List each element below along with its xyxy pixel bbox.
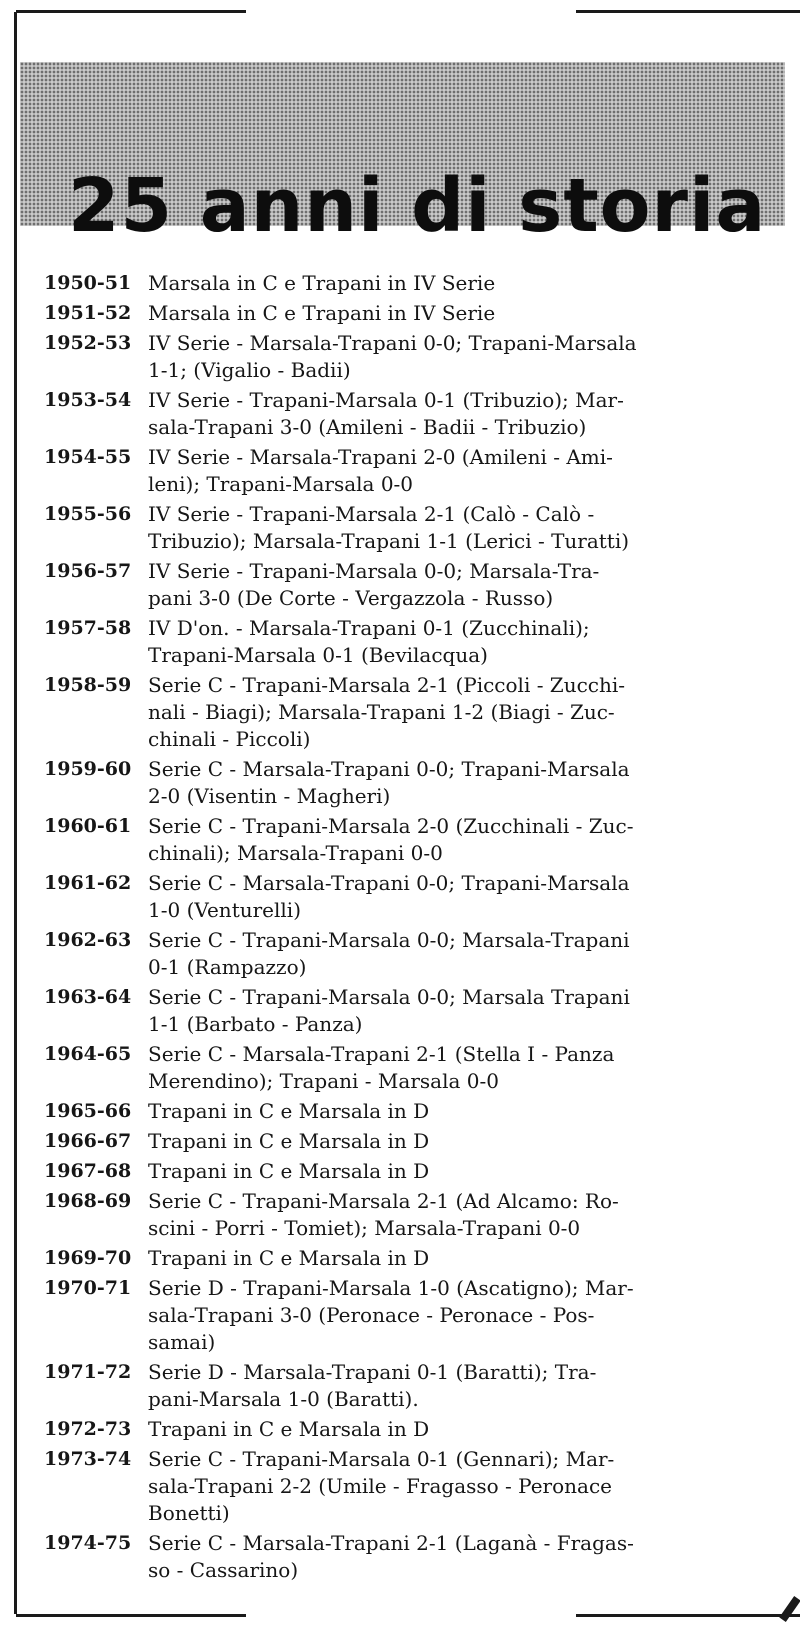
season-result <box>148 1359 768 1413</box>
season-entry <box>36 558 784 612</box>
season-entry <box>36 984 784 1038</box>
season-entry <box>36 672 784 753</box>
season-year: 1952-53 <box>44 332 132 354</box>
season-result-line: chinali); Marsala-Trapani 0-0 <box>148 841 443 865</box>
season-result <box>148 501 768 555</box>
season-year: 1961-62 <box>44 872 132 894</box>
season-result <box>148 1530 768 1584</box>
season-result-line: IV D'on. - Marsala-Trapani 0-1 (Zucchinali); <box>148 616 590 640</box>
season-result-line: Serie C - Trapani-Marsala 0-1 (Gennari); Mar- <box>148 1447 615 1471</box>
season-result-line: Serie D - Marsala-Trapani 0-1 (Baratti); Tra- <box>148 1360 597 1384</box>
season-result <box>148 300 768 327</box>
top-rule-left <box>16 10 246 13</box>
season-result-line: Trapani-Marsala 0-1 (Bevilacqua) <box>148 643 488 667</box>
season-year: 1960-61 <box>44 815 132 837</box>
season-result-line: pani-Marsala 1-0 (Baratti). <box>148 1387 419 1411</box>
season-year: 1962-63 <box>44 929 132 951</box>
season-list <box>36 270 784 1587</box>
season-result <box>148 387 768 441</box>
corner-ink-mark <box>779 1596 800 1622</box>
season-result-line: so - Cassarino) <box>148 1558 299 1582</box>
season-entry <box>36 501 784 555</box>
season-year: 1968-69 <box>44 1190 132 1212</box>
season-result <box>148 1188 768 1242</box>
season-entry <box>36 1359 784 1413</box>
season-year: 1956-57 <box>44 560 132 582</box>
season-result-line: Serie C - Trapani-Marsala 2-1 (Ad Alcamo: Ro- <box>148 1189 619 1213</box>
season-result-line: IV Serie - Marsala-Trapani 2-0 (Amileni - Ami- <box>148 445 613 469</box>
season-result-line: Trapani in C e Marsala in D <box>148 1417 430 1441</box>
season-year: 1969-70 <box>44 1247 132 1269</box>
season-result-line: Serie C - Marsala-Trapani 0-0; Trapani-Marsala <box>148 871 630 895</box>
season-result-line: nali - Biagi); Marsala-Trapani 1-2 (Biagi - Zuc- <box>148 700 615 724</box>
season-entry <box>36 870 784 924</box>
season-result-line: Marsala in C e Trapani in IV Serie <box>148 301 496 325</box>
season-result-line: Serie C - Marsala-Trapani 2-1 (Laganà - Fragas- <box>148 1531 634 1555</box>
season-entry <box>36 1098 784 1125</box>
season-entry <box>36 387 784 441</box>
bottom-rule-right <box>576 1614 800 1617</box>
season-result-line: 1-1; (Vigalio - Badii) <box>148 358 351 382</box>
season-year: 1955-56 <box>44 503 132 525</box>
season-result <box>148 1041 768 1095</box>
season-result <box>148 984 768 1038</box>
season-entry <box>36 756 784 810</box>
season-year: 1954-55 <box>44 446 132 468</box>
season-result <box>148 756 768 810</box>
season-result-line: pani 3-0 (De Corte - Vergazzola - Russo) <box>148 586 554 610</box>
season-entry <box>36 1188 784 1242</box>
season-year: 1971-72 <box>44 1361 132 1383</box>
season-result-line: 1-1 (Barbato - Panza) <box>148 1012 363 1036</box>
season-result-line: Trapani in C e Marsala in D <box>148 1099 430 1123</box>
season-entry <box>36 1416 784 1443</box>
season-result-line: Serie D - Trapani-Marsala 1-0 (Ascatigno); Mar- <box>148 1276 634 1300</box>
season-result-line: Trapani in C e Marsala in D <box>148 1246 430 1270</box>
season-result <box>148 1446 768 1527</box>
season-result <box>148 330 768 384</box>
season-entry <box>36 444 784 498</box>
season-entry <box>36 1275 784 1356</box>
season-year: 1974-75 <box>44 1532 132 1554</box>
season-entry <box>36 270 784 297</box>
season-entry <box>36 615 784 669</box>
season-entry <box>36 927 784 981</box>
season-result <box>148 1245 768 1272</box>
season-result-line: Serie C - Trapani-Marsala 2-0 (Zucchinali - Zuc- <box>148 814 634 838</box>
season-result-line: sala-Trapani 3-0 (Peronace - Peronace - Pos- <box>148 1303 595 1327</box>
season-result-line: Merendino); Trapani - Marsala 0-0 <box>148 1069 499 1093</box>
season-result <box>148 1128 768 1155</box>
season-result-line: Serie C - Marsala-Trapani 0-0; Trapani-Marsala <box>148 757 630 781</box>
season-year: 1966-67 <box>44 1130 132 1152</box>
season-result-line: Serie C - Trapani-Marsala 0-0; Marsala-Trapani <box>148 928 630 952</box>
season-result-line: Trapani in C e Marsala in D <box>148 1159 430 1183</box>
season-result-line: IV Serie - Trapani-Marsala 2-1 (Calò - Calò - <box>148 502 595 526</box>
season-year: 1965-66 <box>44 1100 132 1122</box>
season-year: 1957-58 <box>44 617 132 639</box>
season-entry <box>36 1158 784 1185</box>
season-entry <box>36 1041 784 1095</box>
season-result-line: Serie C - Trapani-Marsala 2-1 (Piccoli - Zucchi- <box>148 673 626 697</box>
season-result <box>148 927 768 981</box>
season-result <box>148 558 768 612</box>
page-title: 25 anni di storia <box>68 163 767 249</box>
season-entry <box>36 813 784 867</box>
season-result-line: sala-Trapani 3-0 (Amileni - Badii - Tribuzio) <box>148 415 587 439</box>
bottom-rule-left <box>16 1614 246 1617</box>
season-result <box>148 270 768 297</box>
season-result-line: IV Serie - Trapani-Marsala 0-0; Marsala-Tra- <box>148 559 600 583</box>
season-result <box>148 1098 768 1125</box>
season-year: 1972-73 <box>44 1418 132 1440</box>
season-result-line: 2-0 (Visentin - Magheri) <box>148 784 391 808</box>
season-result-line: 0-1 (Rampazzo) <box>148 955 307 979</box>
left-border-rule <box>14 12 17 1614</box>
season-result-line: Bonetti) <box>148 1501 230 1525</box>
season-result-line: samai) <box>148 1330 216 1354</box>
season-year: 1964-65 <box>44 1043 132 1065</box>
season-result-line: IV Serie - Marsala-Trapani 0-0; Trapani-Marsala <box>148 331 637 355</box>
season-result-line: 1-0 (Venturelli) <box>148 898 301 922</box>
season-entry <box>36 300 784 327</box>
season-result-line: Tribuzio); Marsala-Trapani 1-1 (Lerici - Turatti) <box>148 529 630 553</box>
season-entry <box>36 1530 784 1584</box>
season-result-line: chinali - Piccoli) <box>148 727 311 751</box>
season-entry <box>36 330 784 384</box>
top-rule-right <box>576 10 800 13</box>
season-year: 1959-60 <box>44 758 132 780</box>
season-result-line: scini - Porri - Tomiet); Marsala-Trapani 0-0 <box>148 1216 581 1240</box>
season-year: 1958-59 <box>44 674 132 696</box>
season-entry <box>36 1128 784 1155</box>
season-year: 1950-51 <box>44 272 132 294</box>
season-year: 1951-52 <box>44 302 132 324</box>
season-result-line: sala-Trapani 2-2 (Umile - Fragasso - Peronace <box>148 1474 612 1498</box>
season-result <box>148 813 768 867</box>
season-result <box>148 1416 768 1443</box>
season-result-line: Trapani in C e Marsala in D <box>148 1129 430 1153</box>
title-panel <box>20 62 785 249</box>
season-year: 1970-71 <box>44 1277 132 1299</box>
season-year: 1967-68 <box>44 1160 132 1182</box>
season-entry <box>36 1446 784 1527</box>
season-result-line: Serie C - Trapani-Marsala 0-0; Marsala Trapani <box>148 985 630 1009</box>
season-result <box>148 1158 768 1185</box>
season-result-line: Serie C - Marsala-Trapani 2-1 (Stella I - Panza <box>148 1042 615 1066</box>
season-result <box>148 444 768 498</box>
season-year: 1963-64 <box>44 986 132 1008</box>
season-result <box>148 615 768 669</box>
season-result <box>148 672 768 753</box>
season-result <box>148 1275 768 1356</box>
season-result-line: Marsala in C e Trapani in IV Serie <box>148 271 496 295</box>
season-result-line: leni); Trapani-Marsala 0-0 <box>148 472 414 496</box>
season-result-line: IV Serie - Trapani-Marsala 0-1 (Tribuzio); Mar- <box>148 388 624 412</box>
season-year: 1973-74 <box>44 1448 132 1470</box>
season-year: 1953-54 <box>44 389 132 411</box>
season-result <box>148 870 768 924</box>
season-entry <box>36 1245 784 1272</box>
